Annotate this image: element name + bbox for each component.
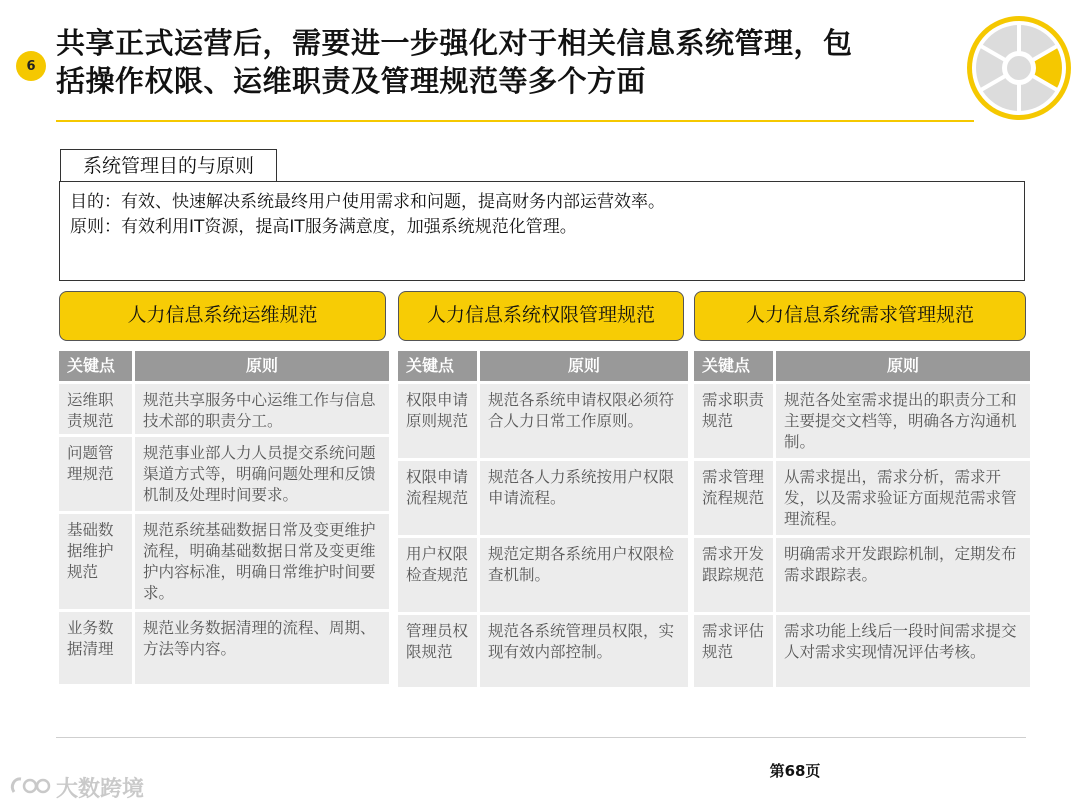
row-principle: 明确需求开发跟踪机制，定期发布需求跟踪表。 [784, 545, 1017, 584]
row-principle: 从需求提出，需求分析，需求开发，以及需求验证方面规范需求管理流程。 [784, 468, 1017, 528]
column-header-principle: 原则 [776, 351, 1030, 381]
section-title: 人力信息系统需求管理规范 [694, 291, 1026, 341]
row-key: 用户权限检查规范 [398, 538, 480, 612]
row-principle: 规范各系统申请权限必须符合人力日常工作原则。 [488, 391, 675, 430]
row-key: 权限申请原则规范 [398, 384, 480, 458]
page-title [56, 24, 966, 100]
row-key: 问题管理规范 [59, 437, 135, 511]
row-key: 需求开发跟踪规范 [694, 538, 776, 612]
row-key: 基础数据维护规范 [59, 514, 135, 609]
column-header-key: 关键点 [59, 351, 135, 381]
row-principle: 规范共享服务中心运维工作与信息技术部的职责分工。 [143, 391, 376, 430]
step-number-badge: 6 [16, 51, 46, 81]
row-principle: 规范定期各系统用户权限检查机制。 [488, 545, 675, 584]
purpose-box [59, 181, 1025, 281]
row-key: 业务数据清理 [59, 612, 135, 684]
footer-divider [56, 737, 1026, 738]
page-title-line-1: 共享正式运营后，需要进一步强化对于相关信息系统管理，包 [56, 26, 853, 60]
row-principle: 需求功能上线后一段时间需求提交人对需求实现情况评估考核。 [784, 622, 1017, 661]
row-principle: 规范各处室需求提出的职责分工和主要提交文档等，明确各方沟通机制。 [784, 391, 1017, 451]
row-key: 需求评估规范 [694, 615, 776, 687]
row-principle: 规范系统基础数据日常及变更维护流程，明确基础数据日常及变更维护内容标准，明确日常维护时间要求。 [143, 521, 376, 602]
page-number: 第68页 [769, 762, 821, 780]
column-header-principle: 原则 [135, 351, 389, 381]
purpose-tab-label: 系统管理目的与原则 [60, 149, 277, 182]
table-row [694, 458, 1030, 535]
page-title-line-2: 括操作权限、运维职责及管理规范等多个方面 [56, 64, 647, 98]
table-row [398, 381, 688, 458]
table-row [59, 511, 389, 609]
section-requirement-standard [694, 291, 1026, 661]
row-key: 需求职责规范 [694, 384, 776, 458]
section-title: 人力信息系统权限管理规范 [398, 291, 684, 341]
section-table [694, 351, 1030, 687]
table-row [694, 612, 1030, 687]
table-row [398, 535, 688, 612]
principle-line: 原则：有效利用IT资源，提高IT服务满意度，加强系统规范化管理。 [70, 217, 577, 237]
section-table [398, 351, 688, 687]
row-principle: 规范各系统管理员权限，实现有效内部控制。 [488, 622, 675, 661]
table-row [694, 381, 1030, 458]
purpose-line: 目的：有效、快速解决系统最终用户使用需求和问题，提高财务内部运营效率。 [70, 192, 665, 212]
column-header-principle: 原则 [480, 351, 688, 381]
row-key: 运维职责规范 [59, 384, 135, 434]
table-row [398, 612, 688, 687]
table-row [59, 381, 389, 434]
row-key: 权限申请流程规范 [398, 461, 480, 535]
watermark-logo-icon [8, 774, 52, 800]
row-principle: 规范事业部人力人员提交系统问题渠道方式等，明确问题处理和反馈机制及处理时间要求。 [143, 444, 376, 504]
row-key: 管理员权限规范 [398, 615, 480, 687]
section-ops-standard [59, 291, 386, 658]
progress-wheel-icon [964, 13, 1074, 123]
column-header-key: 关键点 [694, 351, 776, 381]
row-principle: 规范各人力系统按用户权限申请流程。 [488, 468, 675, 507]
section-title: 人力信息系统运维规范 [59, 291, 386, 341]
table-row [59, 609, 389, 684]
row-key: 需求管理流程规范 [694, 461, 776, 535]
row-principle: 规范业务数据清理的流程、周期、方法等内容。 [143, 619, 376, 658]
column-header-key: 关键点 [398, 351, 480, 381]
watermark [8, 772, 144, 802]
table-row [694, 535, 1030, 612]
section-table [59, 351, 389, 684]
table-row [59, 434, 389, 511]
section-permission-standard [398, 291, 684, 661]
table-row [398, 458, 688, 535]
title-divider [56, 120, 974, 122]
watermark-text: 大数跨境 [56, 776, 145, 802]
